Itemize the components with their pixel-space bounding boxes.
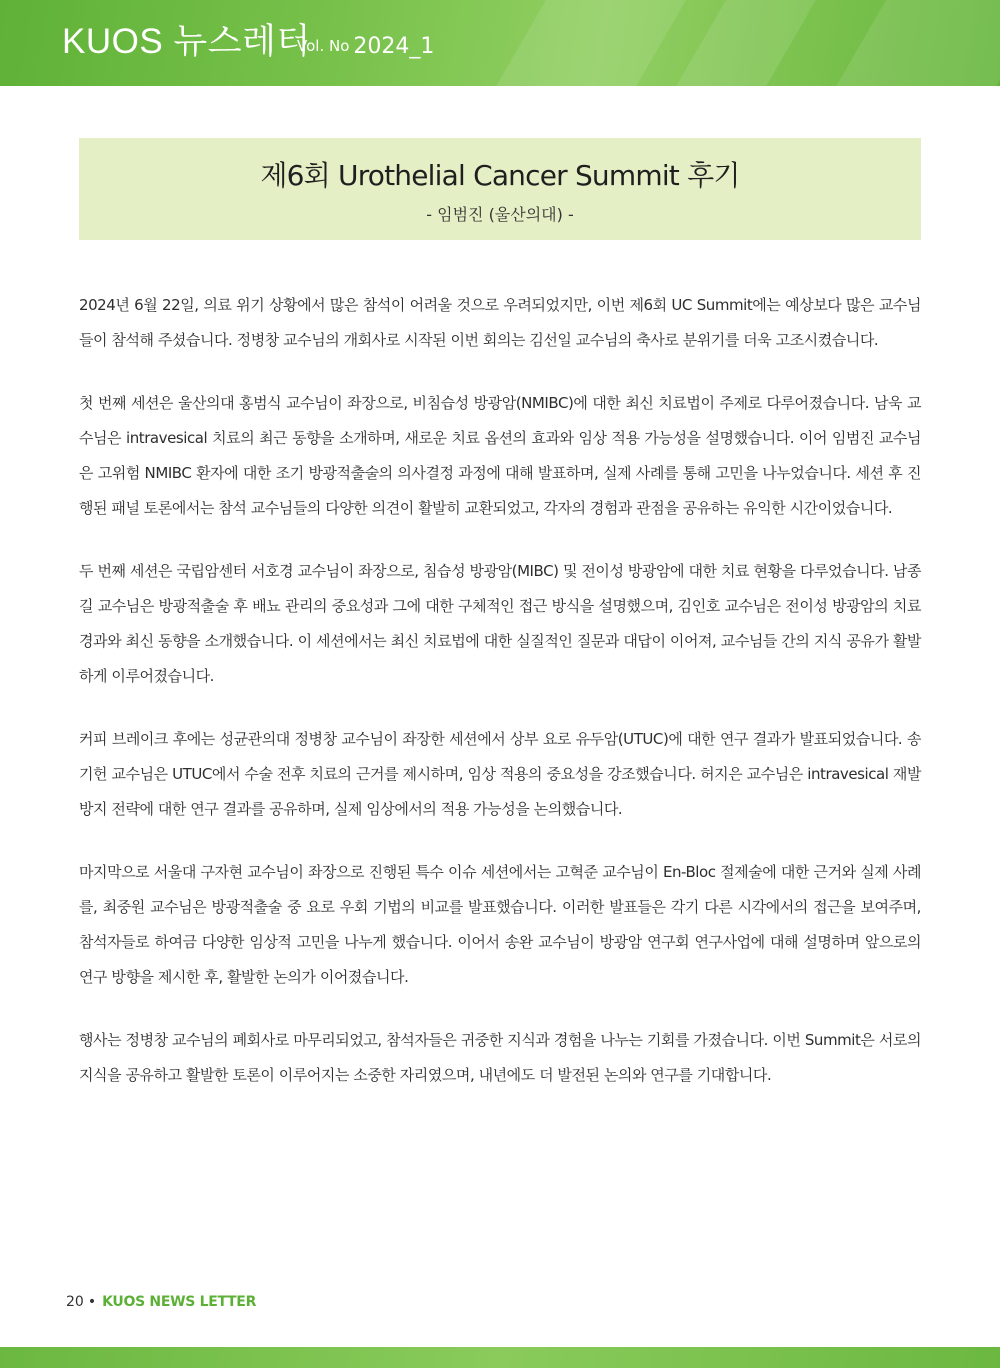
header-banner xyxy=(0,0,1000,86)
header-decoration xyxy=(662,0,827,86)
article-title-box xyxy=(79,138,921,240)
footer-separator: • xyxy=(87,1294,97,1310)
article-paragraph: 마지막으로 서울대 구자현 교수님이 좌장으로 진행된 특수 이슈 세션에서는 고혁준 교수님이 En-Bloc 절제술에 대한 근거와 실제 사례를, 최중원 교수님은 방광적출술 중 요로 우회 기법의 비교를 발표했습니다. 이러한 발표들은 각기 다른 시각에서의 접근을 보여주며, 참석자들로 하여금 다양한 임상적 고민을 나누게 했습니다. 이어서 송완 교수님이 방광암 연구회 연구사업에 대해 설명하며 앞으로의 연구 방향을 제시한 후, 활발한 논의가 이어졌습니다. xyxy=(79,863,921,986)
header-decoration xyxy=(482,0,697,86)
article-paragraph: 2024년 6월 22일, 의료 위기 상황에서 많은 참석이 어려울 것으로 우려되었지만, 이번 제6회 UC Summit에는 예상보다 많은 교수님들이 참석해 주셨습니다. 정병창 교수님의 개회사로 시작된 이번 회의는 김선일 교수님의 축사로 분위기를 더욱 고조시켰습니다. xyxy=(79,296,921,349)
article-paragraph: 커피 브레이크 후에는 성균관의대 정병창 교수님이 좌장한 세션에서 상부 요로 유두암(UTUC)에 대한 연구 결과가 발표되었습니다. 송기헌 교수님은 UTUC에서 수술 전후 치료의 근거를 제시하며, 임상 적용의 중요성을 강조했습니다. 허지은 교수님은 intravesical 재발 방지 전략에 대한 연구 결과를 공유하며, 실제 임상에서의 적용 가능성을 논의했습니다. xyxy=(79,730,921,818)
volume-info xyxy=(297,32,434,57)
footer-banner xyxy=(0,1347,1000,1368)
newsletter-title: KUOS 뉴스레터 xyxy=(62,22,311,61)
article-byline: - 임범진 (울산의대) - xyxy=(426,205,574,224)
page-number: 20 xyxy=(66,1294,84,1310)
volume-number: 2024_1 xyxy=(353,34,435,59)
article-paragraph: 두 번째 세션은 국립암센터 서호경 교수님이 좌장으로, 침습성 방광암(MIBC) 및 전이성 방광암에 대한 치료 현황을 다루었습니다. 남종길 교수님은 방광적출술 후 배뇨 관리의 중요성과 그에 대한 구체적인 접근 방식을 설명했으며, 김인호 교수님은 전이성 방광암의 치료 경과와 최신 동향을 소개했습니다. 이 세션에서는 최신 치료법에 대한 실질적인 질문과 대답이 이어져, 교수님들 간의 지식 공유가 활발하게 이루어졌습니다. xyxy=(79,562,921,685)
article-paragraph: 첫 번째 세션은 울산의대 홍범식 교수님이 좌장으로, 비침습성 방광암(NMIBC)에 대한 최신 치료법이 주제로 다루어졌습니다. 남욱 교수님은 intravesical 치료의 최근 동향을 소개하며, 새로운 치료 옵션의 효과와 임상 적용 가능성을 설명했습니다. 이어 임범진 교수님은 고위험 NMIBC 환자에 대한 조기 방광적출술의 의사결정 과정에 대해 발표하며, 실제 사례를 통해 고민을 나누었습니다. 세션 후 진행된 패널 토론에서는 참석 교수님들의 다양한 의견이 활발히 교환되었고, 각자의 경험과 관점을 공유하는 유익한 시간이었습니다. xyxy=(79,394,922,517)
article-title: 제6회 Urothelial Cancer Summit 후기 xyxy=(260,159,740,192)
volume-label: Vol. No xyxy=(297,37,350,55)
article-paragraph: 행사는 정병창 교수님의 폐회사로 마무리되었고, 참석자들은 귀중한 지식과 경험을 나누는 기회를 가졌습니다. 이번 Summit은 서로의 지식을 공유하고 활발한 토론이 이루어지는 소중한 자리였으며, 내년에도 더 발전된 논의와 연구를 기대합니다. xyxy=(79,1031,921,1084)
article-body xyxy=(79,288,921,1121)
page-footer xyxy=(66,1294,256,1310)
header-decoration xyxy=(822,0,1000,86)
footer-brand: KUOS NEWS LETTER xyxy=(102,1294,257,1310)
